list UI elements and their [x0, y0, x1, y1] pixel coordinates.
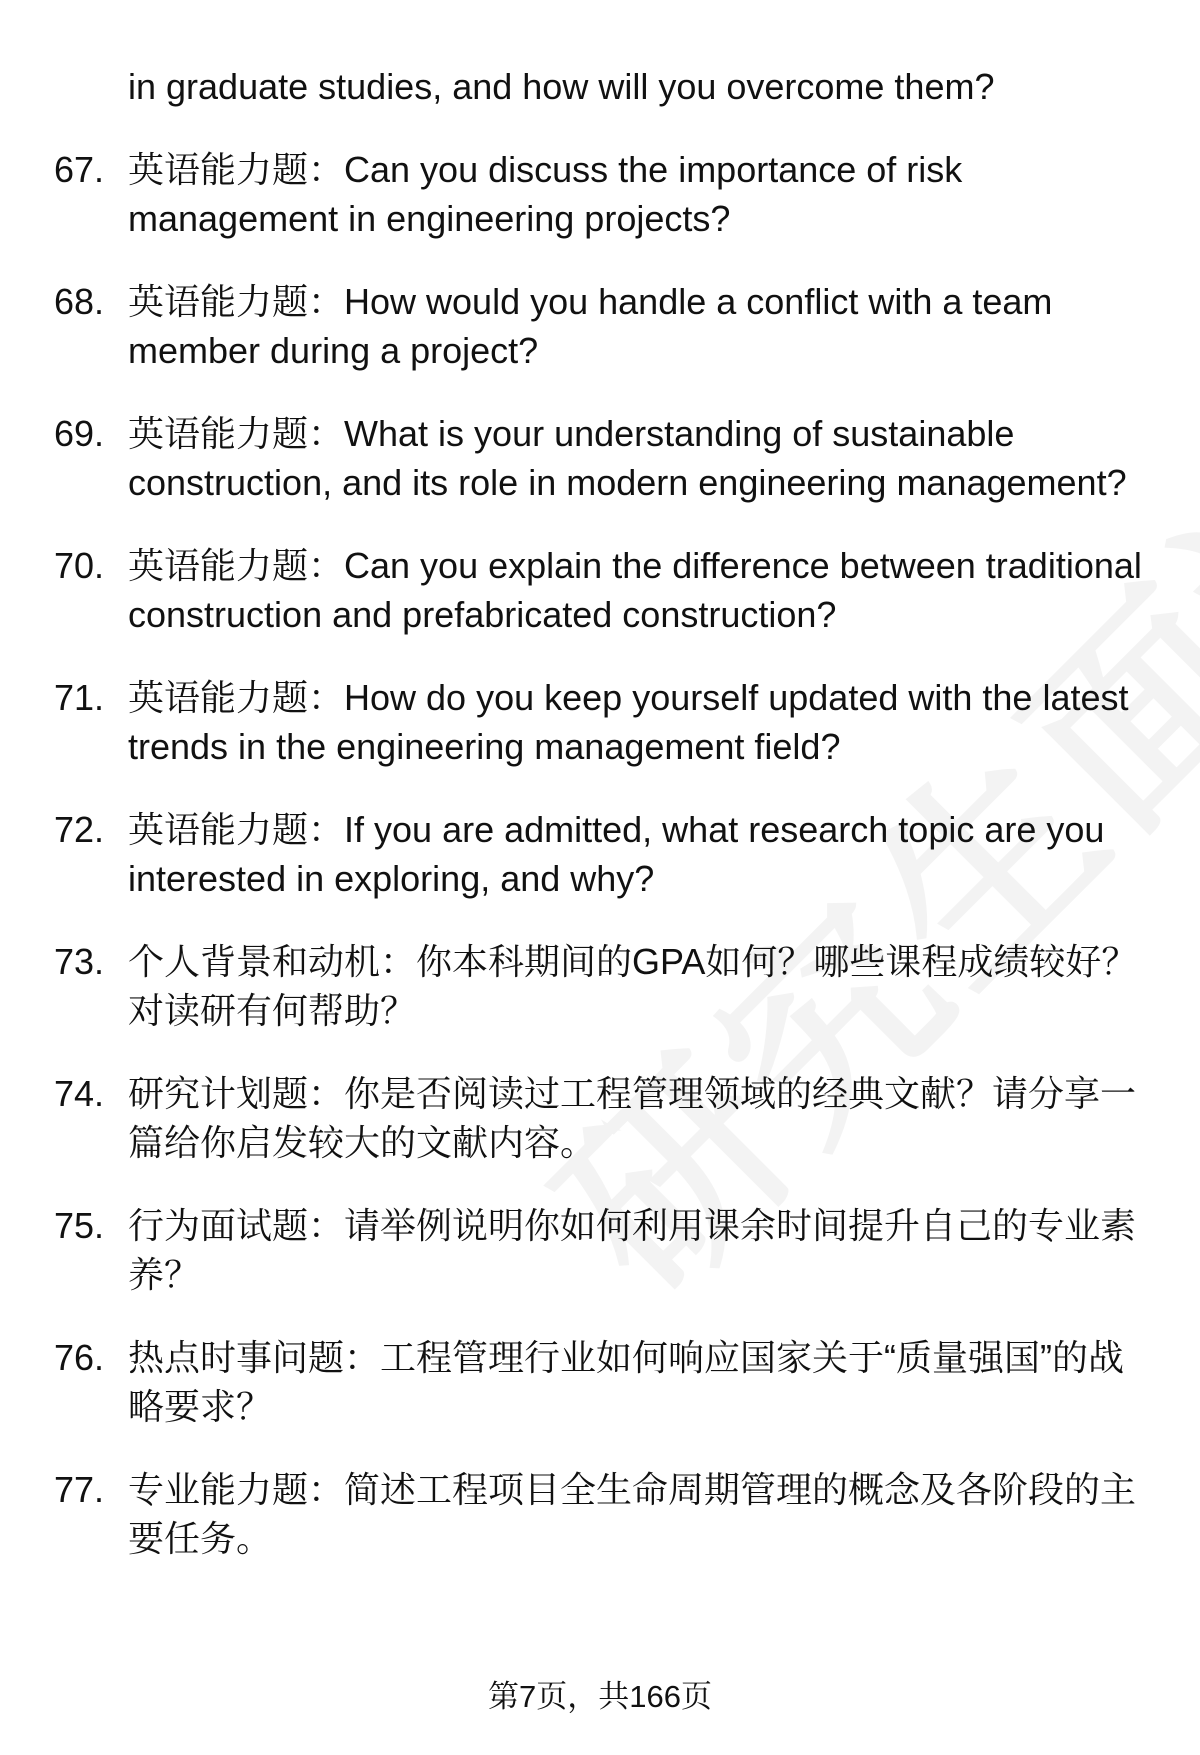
question-text: 你是否阅读过工程管理领域的经典文献？请分享一篇给你启发较大的文献内容。 [128, 1073, 1137, 1163]
continuation-text: in graduate studies, and how will you overcome them? [128, 66, 995, 107]
question-item-74 [0, 1069, 1200, 1167]
page-footer: 第7页，共166页 [488, 1679, 712, 1714]
question-category: 英语能力题： [128, 149, 345, 190]
question-item-77 [0, 1465, 1200, 1563]
question-category: 行为面试题： [128, 1205, 345, 1246]
question-number: 76. [54, 1337, 105, 1378]
question-text: 请举例说明你如何利用课余时间提升自己的专业素养？ [128, 1205, 1137, 1295]
question-item-73 [0, 937, 1200, 1035]
question-text: 你本科期间的GPA如何？哪些课程成绩较好？对读研有何帮助？ [128, 941, 1138, 1031]
question-item-68 [0, 277, 1200, 375]
question-category: 个人背景和动机： [128, 941, 417, 982]
question-item-72 [0, 805, 1200, 903]
question-category: 专业能力题： [128, 1469, 345, 1510]
question-number: 71. [54, 677, 105, 718]
question-item-75 [0, 1201, 1200, 1299]
question-number: 72. [54, 809, 105, 850]
question-category: 英语能力题： [128, 413, 345, 454]
question-text: 简述工程项目全生命周期管理的概念及各阶段的主要任务。 [128, 1469, 1137, 1559]
question-text: Can you discuss the importance of risk management in engineering projects? [128, 149, 963, 239]
question-number: 73. [54, 941, 105, 982]
question-item-67 [0, 145, 1200, 243]
question-category: 研究计划题： [128, 1073, 345, 1114]
question-number: 77. [54, 1469, 105, 1510]
question-number: 67. [54, 149, 105, 190]
question-category: 英语能力题： [128, 281, 345, 322]
question-list [0, 62, 1200, 1597]
question-category: 英语能力题： [128, 545, 345, 586]
question-text: How do you keep yourself updated with the latest trends in the engineering management field? [128, 677, 1129, 767]
question-number: 68. [54, 281, 105, 322]
question-text: 工程管理行业如何响应国家关于“质量强国”的战略要求？ [128, 1337, 1124, 1427]
question-category: 英语能力题： [128, 677, 345, 718]
question-text: What is your understanding of sustainable construction, and its role in modern engineering management? [128, 413, 1127, 503]
question-text: How would you handle a conflict with a team member during a project? [128, 281, 1053, 371]
question-category: 英语能力题： [128, 809, 345, 850]
question-number: 74. [54, 1073, 105, 1114]
question-item-69 [0, 409, 1200, 507]
question-item-70 [0, 541, 1200, 639]
question-text: Can you explain the difference between traditional construction and prefabricated construction? [128, 545, 1142, 635]
question-category: 热点时事问题： [128, 1337, 381, 1378]
question-text: If you are admitted, what research topic are you interested in exploring, and why? [128, 809, 1105, 899]
question-item-71 [0, 673, 1200, 771]
question-number: 70. [54, 545, 105, 586]
question-item-76 [0, 1333, 1200, 1431]
question-number: 75. [54, 1205, 105, 1246]
question-number: 69. [54, 413, 105, 454]
